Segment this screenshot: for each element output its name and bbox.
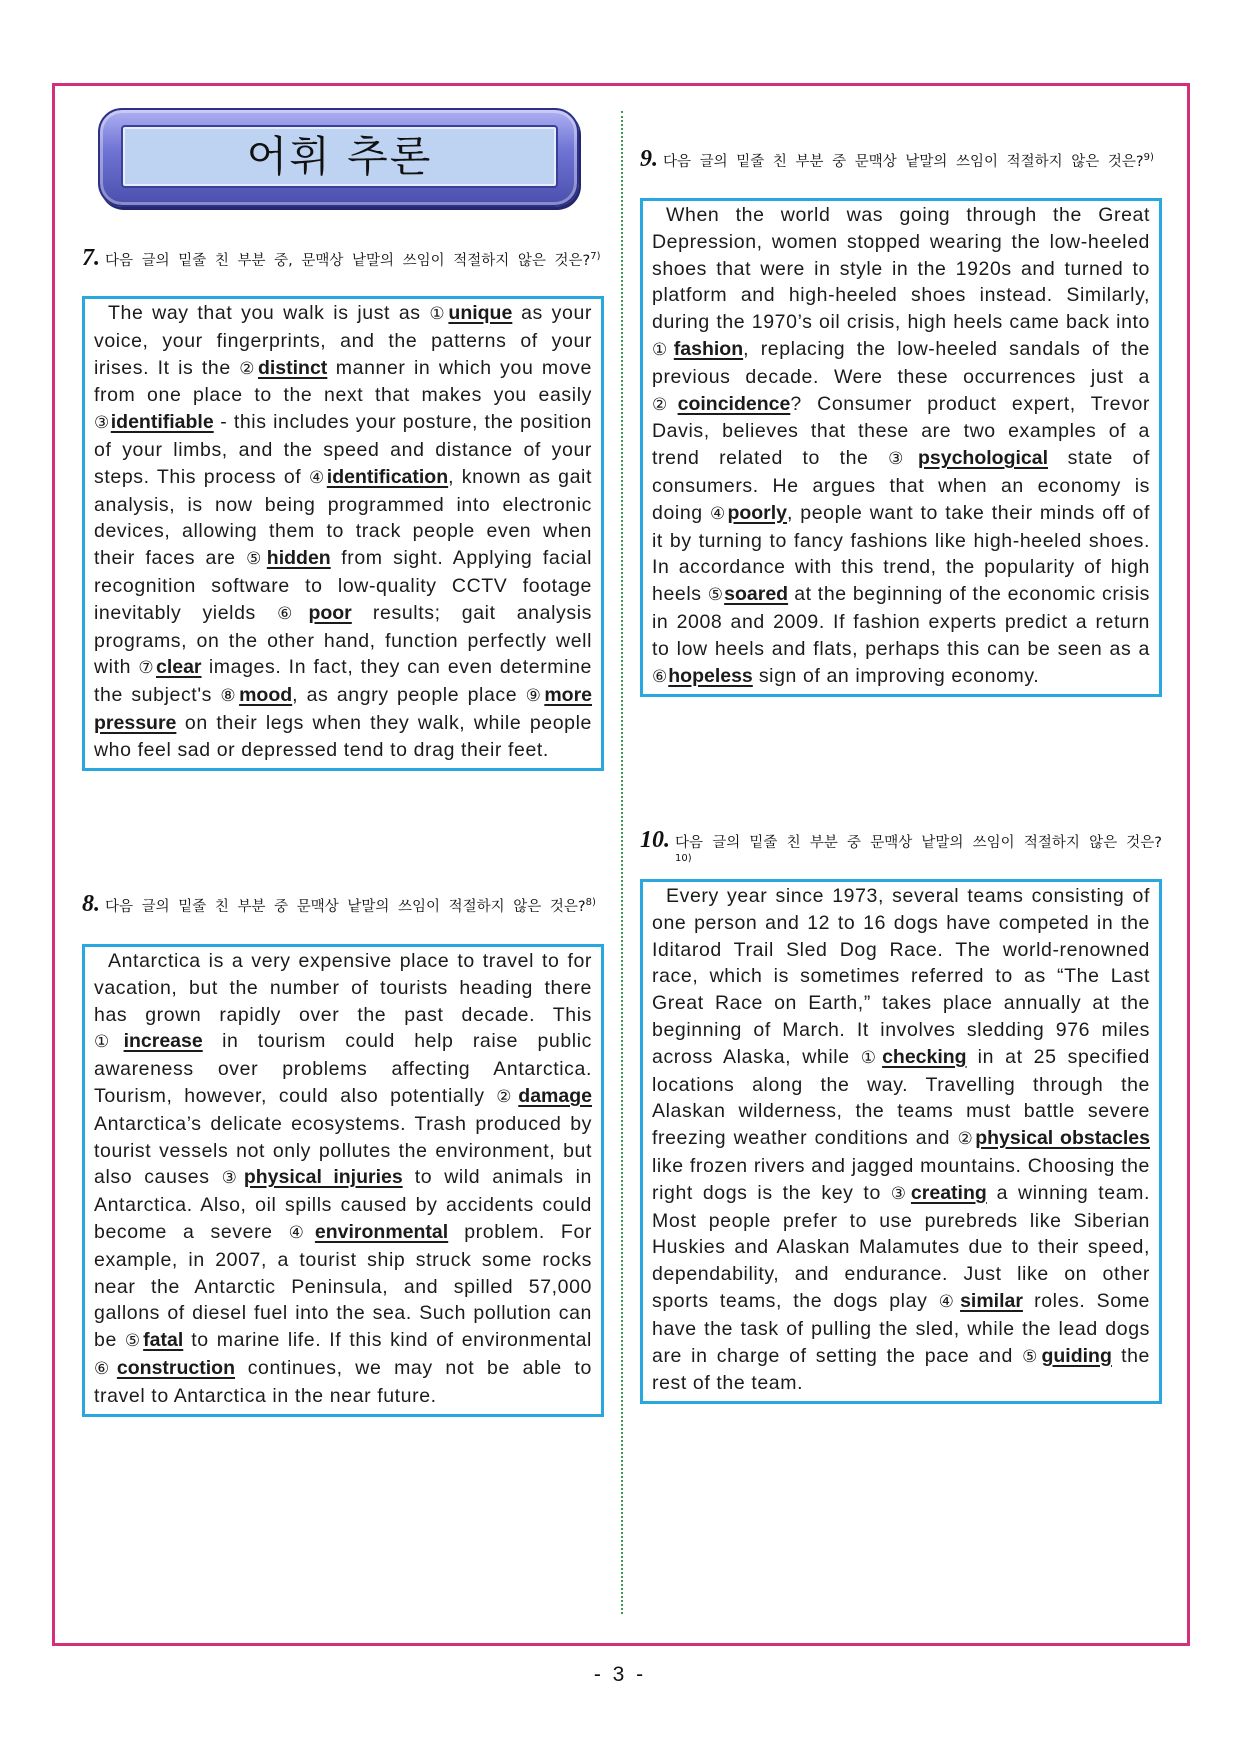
question-9-heading: [640, 146, 1162, 173]
passage-box: [82, 296, 604, 771]
choice-number: ②: [957, 1129, 975, 1150]
choice-number: ④: [938, 1291, 960, 1312]
question-8-heading: [82, 891, 604, 918]
underlined-choice: physical injuries: [243, 1166, 403, 1189]
footnote-marker: 7): [590, 251, 601, 263]
passage-text: state of consumers. He argues that when an economy is doing: [652, 447, 1150, 524]
question-prompt: [105, 897, 604, 917]
underlined-choice: identification: [326, 465, 449, 488]
question-number: 7.: [82, 245, 100, 271]
choice-number: ③: [888, 449, 917, 470]
choice-number: ⑥: [94, 1358, 116, 1379]
underlined-choice: clear: [155, 656, 202, 679]
underlined-choice: more pressure: [94, 684, 592, 734]
underlined-choice: damage: [518, 1084, 592, 1107]
passage-text: problem. For example, in 2007, a tourist ship struck some rocks near the Antarctic Peninsula, and spilled 57,000 gallons of diesel fuel into the sea. Such pollution can be: [94, 1220, 592, 1352]
page-number: - 3 -: [593, 1663, 647, 1686]
passage-text: ? Consumer product expert, Trevor Davis, believes that these are two examples of a trend related to the: [652, 392, 1150, 470]
choice-number: ④: [709, 503, 727, 524]
passage-text: Antarctica is a very expensive place to travel to for vacation, but the number of tourists heading there has grown rapidly over the past decade. This: [94, 950, 592, 1026]
passage-text: roles. Some have the task of pulling the sled, while the lead dogs are in charge of setting the pace and: [652, 1289, 1150, 1367]
passage-box: [640, 198, 1162, 697]
question-7-heading: [82, 245, 604, 272]
passage-text: , known as gait analysis, is now being programmed into electronic devices, allowing them to track people even when their faces are: [94, 465, 592, 570]
section-title: 어휘 추론: [246, 131, 433, 181]
choice-number: ⑤: [246, 549, 266, 570]
underlined-choice: poorly: [727, 501, 788, 524]
underlined-choice: creating: [910, 1181, 987, 1204]
passage-text: in at 25 specified locations along the way. Travelling through the Alaskan wilderness, the teams must battle severe freezing weather conditions and: [652, 1045, 1150, 1150]
passage-text: from sight. Applying facial recognition software to low-quality CCTV footage inevitably yields: [94, 547, 593, 624]
underlined-choice: similar: [960, 1289, 1023, 1312]
choice-number: ②: [652, 394, 677, 415]
question-number: 9.: [640, 146, 658, 172]
underlined-choice: fashion: [673, 337, 744, 360]
choice-number: ⑤: [707, 585, 724, 606]
underlined-choice: construction: [116, 1356, 236, 1379]
passage-text: the rest of the team.: [652, 1344, 1150, 1395]
underlined-choice: psychological: [917, 447, 1049, 470]
passage-text: to marine life. If this kind of environmental: [183, 1329, 592, 1352]
question-prompt-text: 다음 글의 밑줄 친 부분 중 문맥상 낱말의 쓰임이 적절하지 않은 것은?: [663, 154, 1144, 170]
question-prompt: [675, 833, 1162, 873]
choice-number: ②: [496, 1086, 518, 1107]
underlined-choice: environmental: [314, 1220, 449, 1243]
passage-text: continues, we may not be able to travel to Antarctica in the near future.: [94, 1356, 593, 1407]
choice-number: ③: [221, 1168, 243, 1189]
question-number: 8.: [82, 891, 100, 917]
underlined-choice: hopeless: [668, 664, 753, 687]
choice-number: ①: [652, 339, 673, 360]
passage-text: Every year since 1973, several teams consisting of one person and 12 to 16 dogs have competed in the Iditarod Trail Sled Dog Race. The world-renowned race, which is sometimes referred to as “The Last Great Race on Earth,” takes place annually at the beginning of March. It involves sledding 976 miles across Alaska, while: [652, 885, 1150, 1068]
choice-number: ⑧: [220, 686, 239, 707]
choice-number: ①: [860, 1047, 882, 1068]
passage-text: at the beginning of the economic crisis in 2008 and 2009. If fashion experts predict a return to low heels and flats, perhaps this can be seen as a: [652, 583, 1151, 660]
passage-box: [82, 944, 604, 1417]
passage-text: sign of an improving economy.: [752, 664, 1040, 687]
passage-text: , replacing the low-heeled sandals of the previous decade. Were these occurrences just a: [652, 337, 1150, 388]
passage-text: a winning team. Most people prefer to use purebreds like Siberian Huskies and Alaskan Malamutes due to their speed, dependability, and endurance. Just like on other sports teams, the dogs play: [652, 1181, 1151, 1312]
choice-number: ⑤: [1022, 1346, 1041, 1367]
underlined-choice: poor: [308, 601, 352, 624]
choice-number: ④: [308, 467, 326, 488]
passage-text: , people want to take their minds off of it by turning to fancy fashions like high-heeled shoes. In accordance with this trend, the popularity of high heels: [652, 501, 1150, 606]
choice-number: ③: [890, 1183, 910, 1204]
underlined-choice: guiding: [1041, 1344, 1112, 1367]
question-10-heading: [640, 827, 1162, 873]
passage-text: results; gait analysis programs, on the other hand, function perfectly well with: [94, 601, 592, 679]
passage-text: manner in which you move from one place to the next that makes you easily: [94, 356, 592, 407]
passage-text: - this includes your posture, the position of your limbs, and the speed and distance of your steps. This process of: [94, 411, 592, 488]
underlined-choice: increase: [123, 1030, 203, 1053]
column-divider: [621, 111, 623, 1614]
choice-number: ⑤: [124, 1331, 143, 1352]
choice-number: ⑥: [277, 603, 308, 624]
choice-number: ①: [429, 304, 448, 324]
passage-text: on their legs when they walk, while people who feel sad or depressed tend to drag their feet.: [94, 711, 592, 761]
passage-text: Antarctica’s delicate ecosystems. Trash produced by tourist vessels not only pollutes the environment, but also causes: [94, 1112, 592, 1189]
question-prompt: [663, 152, 1162, 172]
section-title-panel: [121, 125, 558, 188]
passage-text: as your voice, your fingerprints, and the patterns of your irises. It is the: [94, 302, 592, 379]
question-number: 10.: [640, 827, 670, 853]
underlined-choice: identifiable: [110, 411, 214, 434]
choice-number: ②: [239, 358, 257, 379]
question-prompt-text: 다음 글의 밑줄 친 부분 중 문맥상 낱말의 쓰임이 적절하지 않은 것은?: [105, 899, 586, 915]
footnote-marker: 8): [585, 897, 596, 909]
underlined-choice: soared: [724, 583, 789, 606]
passage-text: , as angry people place: [292, 684, 526, 707]
question-prompt-text: 다음 글의 밑줄 친 부분 중 문맥상 낱말의 쓰임이 적절하지 않은 것은?: [675, 835, 1162, 851]
underlined-choice: mood: [239, 684, 293, 707]
underlined-choice: physical obstacles: [975, 1127, 1150, 1150]
choice-number: ⑦: [138, 658, 155, 679]
underlined-choice: distinct: [257, 356, 328, 379]
passage-text: The way that you walk is just as: [108, 302, 430, 324]
passage-text: images. In fact, they can even determine the subject's: [94, 656, 592, 707]
underlined-choice: fatal: [143, 1329, 184, 1352]
section-title-banner: [98, 108, 579, 207]
footnote-marker: 9): [1143, 152, 1154, 164]
underlined-choice: hidden: [266, 547, 331, 570]
underlined-choice: unique: [448, 302, 513, 324]
footnote-marker: 10): [675, 853, 692, 865]
underlined-choice: checking: [882, 1045, 967, 1068]
question-prompt-text: 다음 글의 밑줄 친 부분 중, 문맥상 낱말의 쓰임이 적절하지 않은 것은?: [105, 253, 591, 269]
choice-number: ⑨: [525, 686, 544, 707]
passage-text: like frozen rivers and jagged mountains. Choosing the right dogs is the key to: [652, 1154, 1150, 1204]
choice-number: ④: [288, 1222, 314, 1243]
passage-text: When the world was going through the Great Depression, women stopped wearing the low-heeled shoes that were in style in the 1920s and turned to platform and high-heeled shoes instead. Similarly, during the 1970’s oil crisis, high heels came back into: [652, 204, 1150, 334]
choice-number: ①: [94, 1032, 123, 1053]
passage-text: to wild animals in Antarctica. Also, oil spills caused by accidents could become a severe: [94, 1166, 593, 1243]
choice-number: ③: [94, 413, 110, 434]
passage-text: in tourism could help raise public awareness over problems affecting Antarctica. Tourism, however, could also potentially: [94, 1030, 592, 1107]
passage-box: [640, 879, 1162, 1404]
choice-number: ⑥: [652, 666, 668, 687]
question-prompt: [105, 251, 604, 271]
underlined-choice: coincidence: [677, 392, 791, 415]
